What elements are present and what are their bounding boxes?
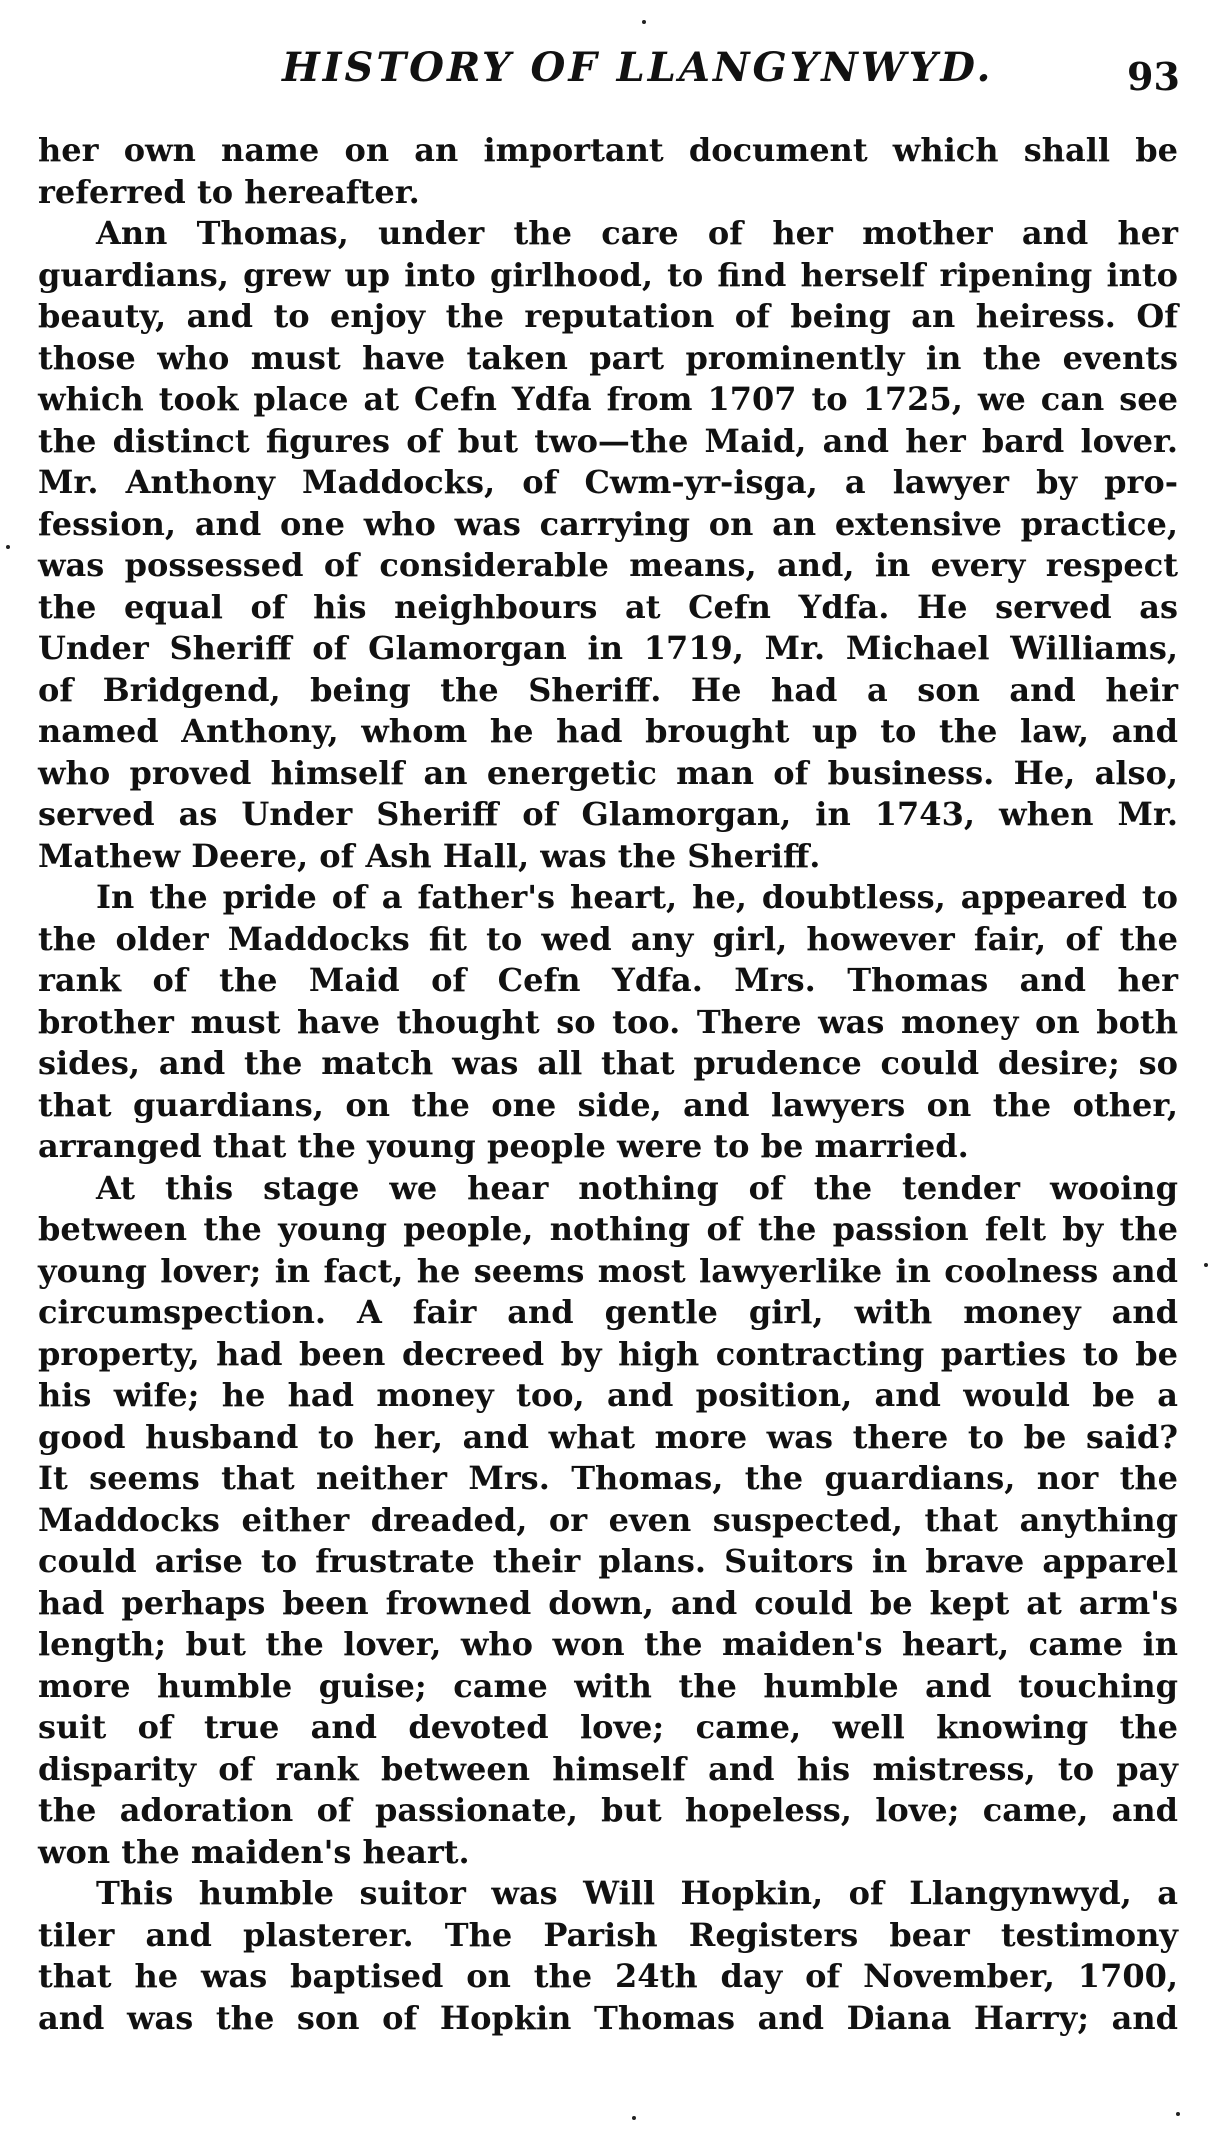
text-line: the adoration of passionate, but hopeless, love; came, and bbox=[38, 1791, 1178, 1829]
print-speck bbox=[642, 20, 646, 24]
text-line: who proved himself an energetic man of business. He, also, bbox=[38, 753, 1178, 792]
text-line: those who must have taken part prominently in the events bbox=[38, 338, 1178, 377]
text-line: named Anthony, whom he had brought up to the law, and bbox=[38, 712, 1178, 750]
text-line: Maddocks either dreaded, or even suspected, that anything bbox=[38, 1500, 1178, 1539]
text-line: of Bridgend, being the Sheriff. He had a son and heir bbox=[38, 670, 1178, 709]
running-title: HISTORY OF LLANGYNWYD. bbox=[282, 44, 994, 91]
print-speck bbox=[632, 2116, 636, 2120]
text-line: her own name on an important document which shall be bbox=[38, 131, 1178, 169]
text-line: It seems that neither Mrs. Thomas, the guardians, nor the bbox=[38, 1459, 1178, 1497]
text-line: disparity of rank between himself and his mistress, to pay bbox=[38, 1749, 1178, 1788]
text-line: was possessed of considerable means, and, in every respect bbox=[38, 546, 1178, 584]
text-line: the equal of his neighbours at Cefn Ydfa. He served as bbox=[38, 587, 1178, 626]
text-line: which took place at Cefn Ydfa from 1707 to 1725, we can see bbox=[38, 380, 1178, 418]
text-line: At this stage we hear nothing of the tender wooing bbox=[96, 1168, 1178, 1207]
print-speck bbox=[1176, 2112, 1180, 2116]
print-speck bbox=[6, 545, 10, 549]
page-number: 93 bbox=[1127, 54, 1180, 99]
text-line: could arise to frustrate their plans. Suitors in brave apparel bbox=[38, 1542, 1178, 1580]
text-line: In the pride of a father's heart, he, doubtless, appeared to bbox=[96, 878, 1178, 916]
text-line: property, had been decreed by high contracting parties to be bbox=[38, 1334, 1178, 1373]
text-line: brother must have thought so too. There was money on both bbox=[38, 1002, 1178, 1041]
text-line: referred to hereafter. bbox=[38, 172, 420, 211]
text-line: tiler and plasterer. The Parish Registers bear testimony bbox=[38, 1915, 1178, 1954]
text-line: won the maiden's heart. bbox=[38, 1832, 470, 1871]
text-line: more humble guise; came with the humble and touching bbox=[38, 1666, 1178, 1705]
text-line: Mathew Deere, of Ash Hall, was the Sheriff. bbox=[38, 836, 821, 875]
text-line: length; but the lover, who won the maiden's heart, came in bbox=[38, 1625, 1178, 1663]
text-line: young lover; in fact, he seems most lawyerlike in coolness and bbox=[38, 1251, 1178, 1290]
text-line: the older Maddocks fit to wed any girl, however fair, of the bbox=[38, 919, 1178, 958]
text-line: that guardians, on the one side, and lawyers on the other, bbox=[38, 1085, 1178, 1124]
text-line: the distinct figures of but two—the Maid, and her bard lover. bbox=[38, 421, 1178, 460]
text-line: that he was baptised on the 24th day of November, 1700, bbox=[38, 1957, 1178, 1995]
text-line: had perhaps been frowned down, and could be kept at arm's bbox=[38, 1583, 1178, 1622]
text-line: and was the son of Hopkin Thomas and Diana Harry; and bbox=[38, 1998, 1178, 2037]
text-line: suit of true and devoted love; came, well knowing the bbox=[38, 1708, 1178, 1746]
text-line: beauty, and to enjoy the reputation of being an heiress. Of bbox=[38, 297, 1178, 335]
text-line: Mr. Anthony Maddocks, of Cwm-yr-isga, a lawyer by pro- bbox=[38, 463, 1178, 501]
text-line: between the young people, nothing of the passion felt by the bbox=[38, 1210, 1178, 1248]
text-line: sides, and the match was all that prudence could desire; so bbox=[38, 1044, 1178, 1082]
text-line: guardians, grew up into girlhood, to find herself ripening into bbox=[38, 255, 1178, 294]
text-line: served as Under Sheriff of Glamorgan, in 1743, when Mr. bbox=[38, 795, 1178, 833]
text-line: his wife; he had money too, and position, and would be a bbox=[38, 1376, 1178, 1414]
text-line: Under Sheriff of Glamorgan in 1719, Mr. Michael Williams, bbox=[38, 629, 1178, 667]
text-line: Ann Thomas, under the care of her mother and her bbox=[96, 214, 1178, 252]
print-speck bbox=[1204, 1263, 1208, 1267]
text-line: fession, and one who was carrying on an extensive practice, bbox=[38, 504, 1178, 543]
running-head bbox=[0, 36, 1213, 106]
text-line: rank of the Maid of Cefn Ydfa. Mrs. Thomas and her bbox=[38, 961, 1178, 999]
text-line: This humble suitor was Will Hopkin, of Llangynwyd, a bbox=[96, 1874, 1178, 1912]
body-text bbox=[38, 130, 1178, 2039]
text-line: circumspection. A fair and gentle girl, with money and bbox=[38, 1293, 1178, 1331]
text-line: good husband to her, and what more was there to be said? bbox=[38, 1417, 1178, 1456]
text-line: arranged that the young people were to be married. bbox=[38, 1127, 969, 1165]
